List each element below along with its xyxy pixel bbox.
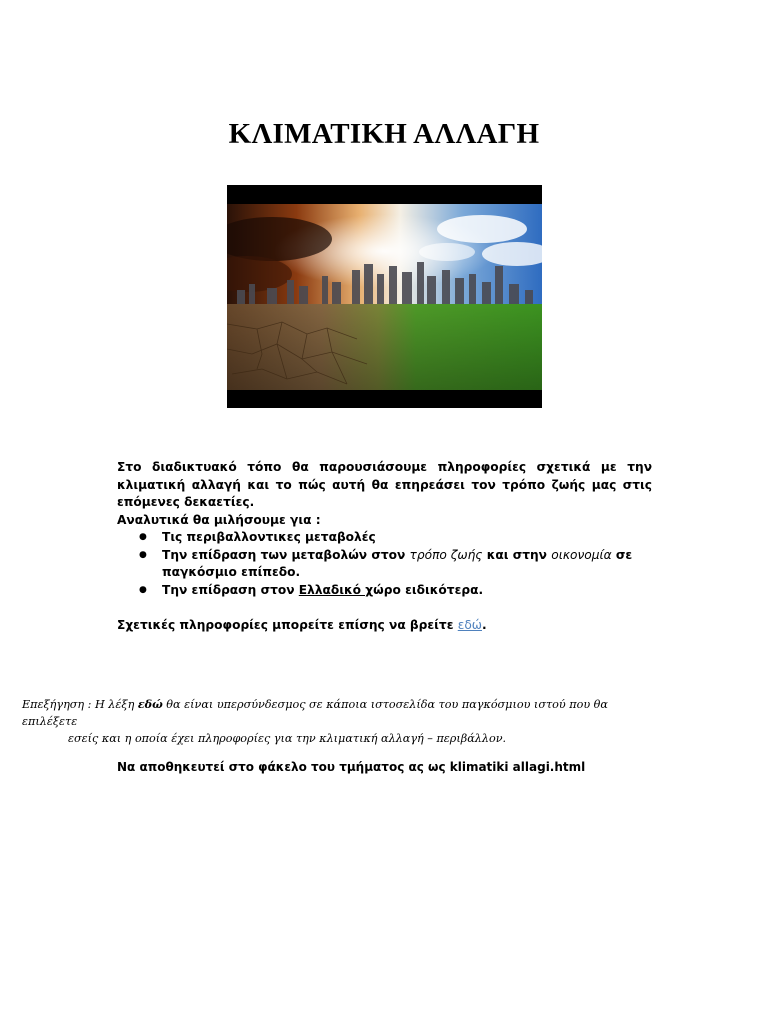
more-info-text: Σχετικές πληροφορίες μπορείτε επίσης να βρείτε	[117, 618, 458, 632]
topic-text: Την επίδραση των μεταβολών στον	[162, 547, 410, 562]
note-line1: θα είναι υπερσύνδεσμος σε κάποια ιστοσελίδα του παγκόσμιου ιστού που θα επιλέξετε	[22, 698, 608, 728]
note-word: εδώ	[137, 697, 163, 711]
topic-emphasis: τρόπο ζωής	[409, 547, 483, 562]
more-info-line	[117, 617, 652, 635]
topic-text: και στην	[482, 547, 552, 562]
analysis-lead: Αναλυτικά θα μιλήσουμε για :	[117, 512, 321, 527]
topic-text: ώρο ειδικότερα.	[373, 582, 484, 597]
page-title: ΚΛΙΜΑΤΙΚΗ ΑΛΛΑΓΗ	[228, 118, 540, 150]
intro-paragraph: Στο διαδικτυακό τόπο θα παρουσιάσουμε πληροφορίες σχετικά με την κλιματική αλλαγή και το πώς αυτή θα επηρεάσει τον τρόπο ζωής μας στις επόμενες δεκαετίες.	[117, 460, 652, 509]
climate-change-image	[227, 185, 542, 408]
topic-text: Τις περιβαλλοντικες μεταβολές	[162, 530, 376, 544]
topic-text: σε παγκόσμιο επίπεδο.	[162, 547, 633, 579]
list-item	[117, 529, 652, 547]
bullet-icon: ●	[139, 532, 147, 542]
list-item	[117, 582, 652, 600]
intro-section	[117, 459, 652, 635]
here-link[interactable]: εδώ	[457, 618, 482, 632]
topics-list	[117, 529, 652, 599]
list-item	[117, 547, 652, 582]
topic-emphasis: οικονομία	[551, 547, 612, 562]
bullet-icon: ●	[139, 549, 147, 560]
save-instruction: Να αποθηκευτεί στο φάκελο του τμήματος ας ως klimatiki allagi.html	[117, 760, 586, 774]
note-lead: Επεξήγηση : Η λέξη	[22, 698, 138, 711]
bullet-icon: ●	[139, 584, 147, 595]
topic-text: Την επίδραση στον	[162, 582, 299, 597]
climate-change-illustration	[227, 204, 542, 390]
note-line2: εσείς και η οποία έχει πληροφορίες για την κλιματική αλλαγή – περιβάλλον.	[68, 732, 507, 745]
topic-underlined: Ελλαδικό χ	[298, 582, 374, 597]
more-info-end: .	[482, 618, 487, 632]
explanation-note	[22, 696, 662, 747]
